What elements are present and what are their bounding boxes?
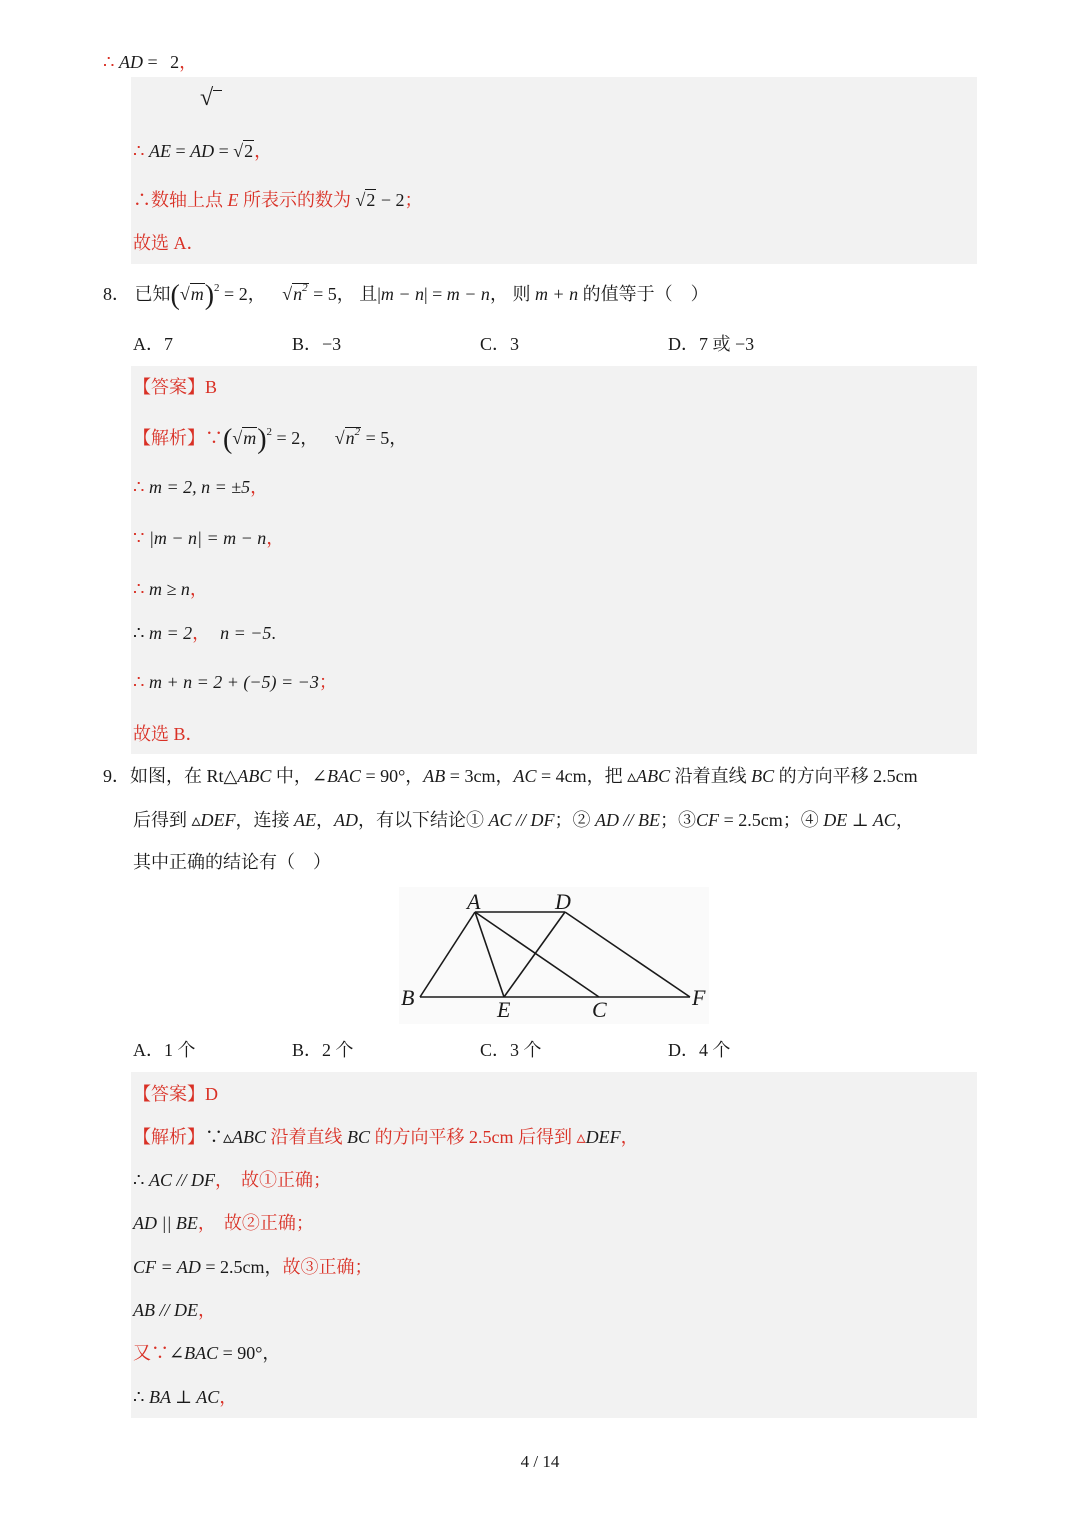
q8-option-a: A．7 bbox=[133, 334, 173, 354]
segment-de bbox=[504, 912, 565, 997]
label-c: C bbox=[592, 997, 607, 1022]
stray-radical: √ bbox=[200, 86, 222, 110]
e-value-line: ∴数轴上点 E 所表示的数为 √2 − 2； bbox=[133, 190, 423, 210]
q9-figure bbox=[399, 887, 709, 1024]
q9-step-4: AB // DE， bbox=[133, 1300, 216, 1320]
q9-option-a: A．1 个 bbox=[133, 1040, 196, 1060]
q8-step-5: ∴ m + n = 2 + (−5) = −3； bbox=[133, 672, 337, 692]
answer-block-q9 bbox=[131, 1072, 977, 1418]
q9-option-d: D．4 个 bbox=[668, 1040, 731, 1060]
q8-step-2: ∵ |m − n| = m − n， bbox=[133, 528, 285, 548]
q9-step-1: ∴ AC // DF， 故①正确； bbox=[133, 1170, 331, 1190]
q8-step-1: ∴ m = 2, n = ±5， bbox=[133, 477, 269, 497]
q8-stem: 8． 已知$(√m)^2 = 2$， $√n^2 = 5$， 且|m − n| = m − n， 则 m + n 的值等于（ ） bbox=[103, 280, 709, 311]
q8-step-3: ∴ m ≥ n， bbox=[133, 579, 208, 599]
q8-choose: 故选 B． bbox=[133, 724, 204, 744]
q8-option-b: B．−3 bbox=[292, 334, 342, 354]
page-number: 4 / 14 bbox=[520, 1452, 560, 1471]
q8-step-4: ∴ m = 2， n = −5. bbox=[133, 623, 276, 643]
segment-ae bbox=[475, 912, 504, 997]
q8-option-d: D．7 或 −3 bbox=[668, 334, 755, 354]
segment-df bbox=[565, 912, 690, 997]
q8-analysis: 【解析】$\because(√m)^2 = 2$， $√n^2 = 5$， bbox=[133, 424, 408, 455]
label-e: E bbox=[497, 997, 511, 1022]
segment-ac bbox=[475, 912, 599, 997]
segment-ab bbox=[420, 912, 475, 997]
q9-option-b: B．2 个 bbox=[292, 1040, 354, 1060]
label-b: B bbox=[401, 985, 415, 1010]
label-a: A bbox=[467, 889, 481, 914]
q9-option-c: C．3 个 bbox=[480, 1040, 542, 1060]
q9-answer: 【答案】D bbox=[133, 1084, 218, 1104]
q8-option-c: C．3 bbox=[480, 334, 520, 354]
answer-block-q7 bbox=[131, 77, 977, 264]
q9-stem-line-1: 9．如图，在 Rt△ABC 中，∠BAC = 90°，AB = 3cm，AC = 4cm，把 ▵ABC 沿着直线 BC 的方向平移 2.5cm bbox=[103, 766, 918, 786]
label-d: D bbox=[555, 889, 571, 914]
ad-line: ∴ AD = 2， bbox=[103, 52, 198, 72]
label-f: F bbox=[692, 985, 706, 1010]
q9-stem-line-3: 其中正确的结论有（ ） bbox=[133, 852, 331, 872]
q9-stem-line-2: 后得到 ▵DEF，连接 AE，AD，有以下结论① AC // DF；② AD // BE；③CF = 2.5cm；④ DE ⊥ AC， bbox=[133, 810, 914, 830]
q9-step-2: AD || BE， 故②正确； bbox=[133, 1213, 314, 1233]
q7-choose: 故选 A． bbox=[133, 233, 205, 253]
q9-step-6: ∴ BA ⊥ AC， bbox=[133, 1387, 238, 1407]
q9-step-5: 又∵∠BAC = 90°， bbox=[133, 1343, 281, 1363]
q9-analysis: 【解析】∵▵ABC 沿着直线 BC 的方向平移 2.5cm 后得到 ▵DEF， bbox=[133, 1127, 639, 1147]
q9-step-3: CF = AD = 2.5cm，故③正确； bbox=[133, 1257, 373, 1277]
q8-answer: 【答案】B bbox=[133, 377, 218, 397]
translation-diagram bbox=[399, 887, 709, 1024]
ae-line: ∴ AE = AD = √2， bbox=[133, 141, 273, 161]
